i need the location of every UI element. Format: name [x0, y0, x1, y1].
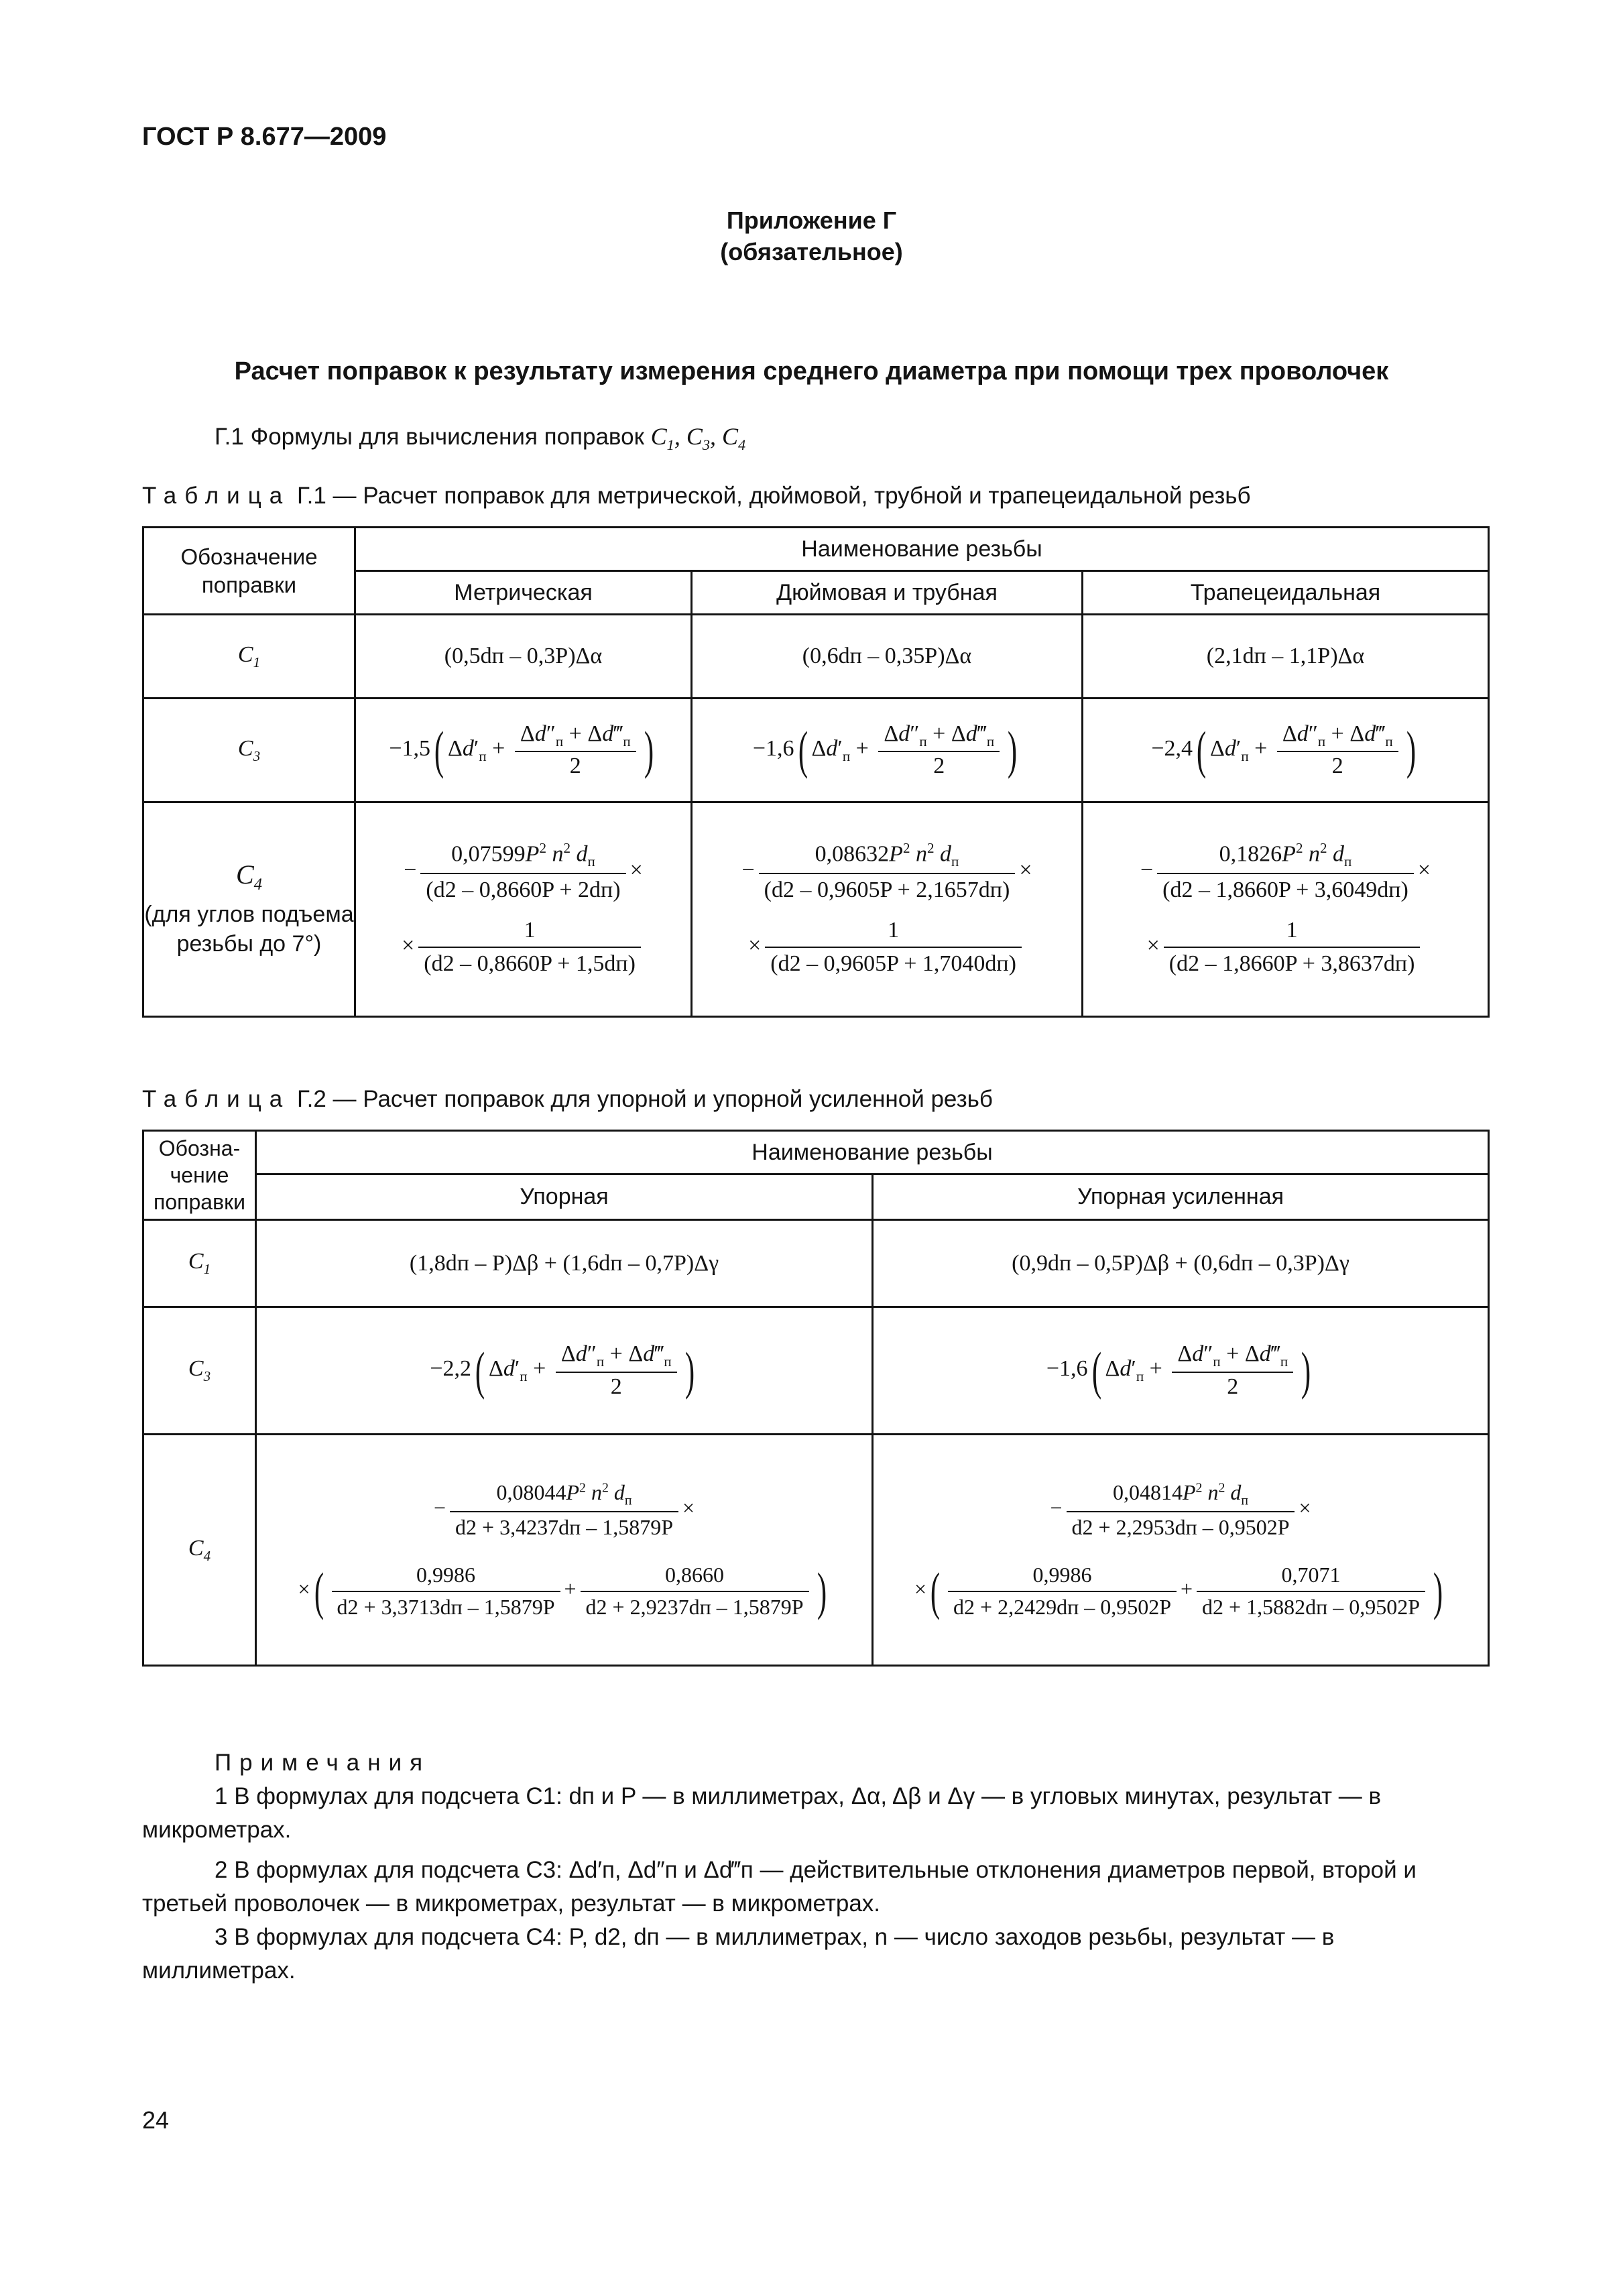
- t1-head-name: Наименование резьбы: [355, 528, 1489, 571]
- t2-c4-f1-den: d2 + 2,2429dп – 0,9502P: [953, 1594, 1171, 1619]
- t1-col-metric: Метрическая: [355, 571, 692, 615]
- page-number: 24: [142, 2106, 170, 2134]
- t1-col-inch-pipe: Дюймовая и трубная: [692, 571, 1083, 615]
- t2-c3-coef: −1,6: [1046, 1356, 1088, 1382]
- document-code: ГОСТ Р 8.677—2009: [142, 123, 387, 151]
- t2-row-c3-label: $C_3$: [143, 1307, 256, 1435]
- t2-c1-reinforced: (0,9dп – 0,5P)Δβ + (0,6dп – 0,3P)Δγ: [873, 1220, 1489, 1307]
- t2-c4-f1-den: d2 + 3,3713dп – 1,5879P: [337, 1594, 555, 1619]
- t2-c3-coef: −2,2: [430, 1356, 472, 1382]
- t1-c4-trap: − $\frac{0,1826P^2 n^2 d_п}{(d2 - 1,8660P + 3,6049dп)}$ × × $\frac{1}{(d2 - 1,8660P + 3,8637dп)}$: [1083, 802, 1489, 1017]
- note-1: 1 В формулах для подсчета C1: dп и P — в миллиметрах, Δα, Δβ и Δγ — в угловых минутах, результат — в микрометрах.: [142, 1783, 1382, 1843]
- t1-c4-inch: − $\frac{0,08632P^2 n^2 d_п}{(d2 - 0,9605P + 2,1657dп)}$ × × $\frac{1}{(d2 - 0,9605P + 1,7040dп)}$: [692, 802, 1083, 1017]
- t1-c3-metric: −1,5( $\Delta d'_п$ + $\frac{\Delta d''_п + \Delta d‴_п}{2}$ ): [355, 699, 692, 802]
- t2-c4-den: d2 + 3,4237dп – 1,5879P: [455, 1514, 673, 1539]
- t1-c4-den1: (d2 – 0,8660P + 2dп): [426, 877, 621, 902]
- t1-c3-trap: −2,4( $\Delta d'_п$ + $\frac{\Delta d''_п + \Delta d‴_п}{2}$ ): [1083, 699, 1489, 802]
- t2-c4-reinforced: − $\frac{0,04814P^2 n^2 d_п}{d2 + 2,2953dп - 0,9502P}$ × ×( $\frac{0,9986}{d2 + 2,2429dп - 0,9502P}$ + $\frac{0,7071}{d2 + 1,5882dп - 0,9502P}$ ): [873, 1435, 1489, 1666]
- t1-c3-coef: −2,4: [1151, 735, 1193, 761]
- t1-c4-note: (для углов подъема резьбы до 7°): [144, 902, 354, 957]
- section-heading: Расчет поправок к результату измерения среднего диаметра при помощи трех проволочек: [234, 357, 1389, 385]
- t2-row-c4-label: $C_4$: [143, 1435, 256, 1666]
- t1-row-c4-label: $C_4$ (для углов подъема резьбы до 7°): [143, 802, 355, 1017]
- t2-c3-buttress: −2,2( $\Delta d'_п$ + $\frac{\Delta d''_п + \Delta d‴_п}{2}$ ): [256, 1307, 873, 1435]
- t1-c1-inch: (0,6dп – 0,35P)Δα: [692, 615, 1083, 699]
- notes: [142, 1746, 1493, 1988]
- t2-col-buttress: Упорная: [256, 1174, 873, 1220]
- table2-caption-text: Г.2 — Расчет поправок для упорной и упорной усиленной резьб: [290, 1086, 993, 1112]
- t2-head-name: Наименование резьбы: [256, 1131, 1489, 1174]
- annex-status: (обязательное): [720, 238, 903, 265]
- table-g2: [142, 1130, 1490, 1667]
- t2-row-c1-label: $C_1$: [143, 1220, 256, 1307]
- t2-col-buttress-reinforced: Упорная усиленная: [873, 1174, 1489, 1220]
- table2-caption: [142, 1086, 993, 1113]
- note-2: 2 В формулах для подсчета C3: Δd′п, Δd″п и Δd‴п — действительные отклонения диаметров первой, второй и третьей проволочек — в микрометрах, результат — в микрометрах.: [142, 1857, 1417, 1917]
- t1-c4-metric: − $\frac{0,07599P^2 n^2 d_п}{(d2 - 0,8660P + 2dп)}$ × × $\frac{1}{(d2 - 0,8660P + 1,5dп)}$: [355, 802, 692, 1017]
- annex-title: Приложение Г: [726, 206, 897, 234]
- t2-c4-f2-den: d2 + 2,9237dп – 1,5879P: [585, 1594, 804, 1619]
- t1-c4-num: 0,1826: [1219, 841, 1282, 867]
- note-3: 3 В формулах для подсчета C4: P, d2, dп — в миллиметрах, n — число заходов резьбы, результат — в миллиметрах.: [142, 1924, 1335, 1984]
- t2-c1-buttress: (1,8dп – P)Δβ + (1,6dп – 0,7P)Δγ: [256, 1220, 873, 1307]
- section-g1-text: Г.1 Формулы для вычисления поправок: [215, 424, 651, 450]
- t2-c4-f1-num: 0,9986: [948, 1561, 1177, 1592]
- t1-c4-num: 0,08632: [815, 841, 890, 867]
- t1-col-trapezoidal: Трапецеидальная: [1083, 571, 1489, 615]
- t1-c4-den2: (d2 – 0,8660P + 1,5dп): [424, 951, 636, 977]
- t1-c1-metric: (0,5dп – 0,3P)Δα: [355, 615, 692, 699]
- notes-title: Примечания: [215, 1750, 431, 1776]
- t1-c3-inch: −1,6( $\Delta d'_п$ + $\frac{\Delta d''_п + \Delta d‴_п}{2}$ ): [692, 699, 1083, 802]
- t1-c4-den1: (d2 – 0,9605P + 2,1657dп): [764, 877, 1010, 902]
- t2-c4-f2-num: 0,8660: [581, 1561, 809, 1592]
- t2-head-designation: Обозна-чение поправки: [143, 1131, 256, 1220]
- t1-c3-coef: −1,6: [752, 735, 794, 761]
- t1-row-c3-label: $C_3$: [143, 699, 355, 802]
- table1-caption-text: Г.1 — Расчет поправок для метрической, дюймовой, трубной и трапецеидальной резьб: [290, 483, 1251, 509]
- t1-head-designation: Обозначение поправки: [143, 528, 355, 615]
- t2-c4-num: 0,04814: [1112, 1479, 1183, 1504]
- t2-c4-num: 0,08044: [496, 1479, 566, 1504]
- t1-c4-num: 0,07599: [451, 841, 526, 867]
- t1-c3-coef: −1,5: [389, 735, 431, 761]
- t2-c4-f2-den: d2 + 1,5882dп – 0,9502P: [1202, 1594, 1421, 1619]
- t2-c3-reinforced: −1,6( $\Delta d'_п$ + $\frac{\Delta d''_п + \Delta d‴_п}{2}$ ): [873, 1307, 1489, 1435]
- table1-caption-word: Таблица: [142, 483, 291, 509]
- t2-c4-buttress: − $\frac{0,08044P^2 n^2 d_п}{d2 + 3,4237dп - 1,5879P}$ × ×( $\frac{0,9986}{d2 + 3,3713dп - 1,5879P}$ + $\frac{0,8660}{d2 + 2,9237dп - 1,5879P}$ ): [256, 1435, 873, 1666]
- t2-c4-den: d2 + 2,2953dп – 0,9502P: [1071, 1514, 1290, 1539]
- table2-caption-word: Таблица: [142, 1086, 291, 1112]
- t2-c4-f1-num: 0,9986: [332, 1561, 560, 1592]
- table-g1: [142, 526, 1490, 1018]
- t1-row-c1-label: $C_1$: [143, 615, 355, 699]
- t1-c4-den1: (d2 – 1,8660P + 3,6049dп): [1162, 877, 1408, 902]
- t1-c4-den2: (d2 – 0,9605P + 1,7040dп): [770, 951, 1016, 977]
- section-g1: Г.1 Формулы для вычисления поправок $C_1$, $C_3$, $C_4$: [215, 423, 746, 454]
- t2-c4-f2-num: 0,7071: [1197, 1561, 1425, 1592]
- t1-c1-trap: (2,1dп – 1,1P)Δα: [1083, 615, 1489, 699]
- t1-c4-den2: (d2 – 1,8660P + 3,8637dп): [1168, 951, 1415, 977]
- table1-caption: [142, 483, 1251, 509]
